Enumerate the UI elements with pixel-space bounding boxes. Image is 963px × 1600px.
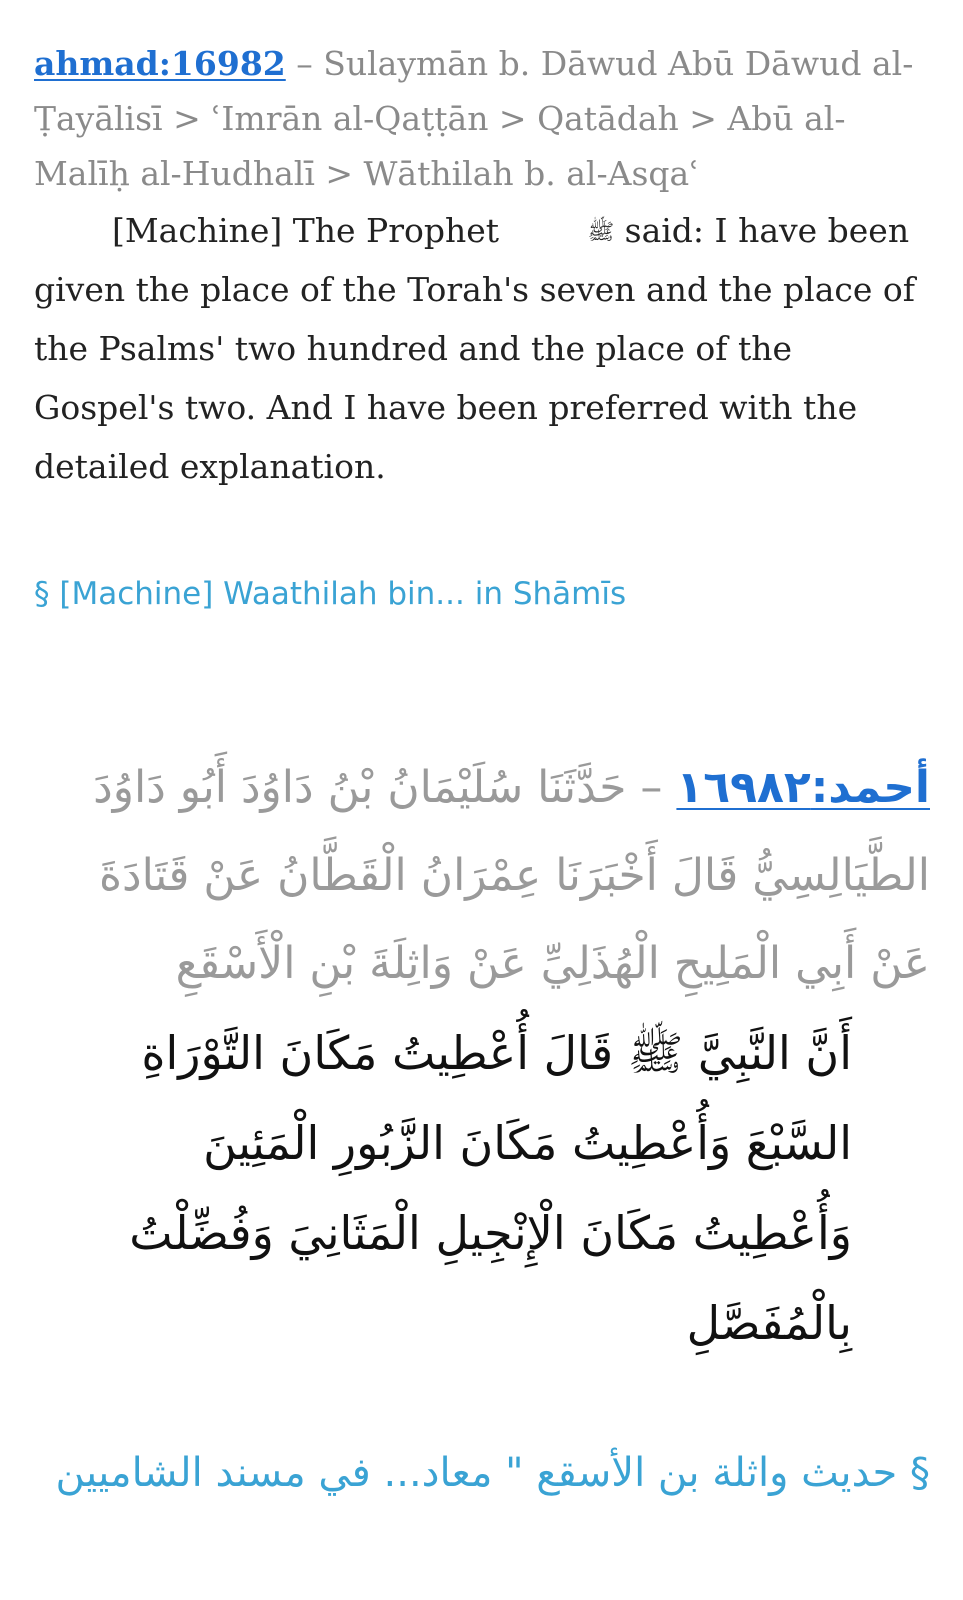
english-separator: – — [285, 44, 324, 83]
arabic-body-start: أَنَّ النَّبِيَّ — [683, 1026, 852, 1080]
english-hadith-text — [34, 201, 930, 496]
arabic-separator: – — [626, 762, 677, 813]
arabic-reference-link[interactable]: أحمد:١٦٩٨٢ — [676, 762, 930, 813]
hadith-page — [34, 36, 930, 1516]
english-isnad-header — [34, 36, 930, 201]
arabic-chain-of-narrators: حَدَّثَنَا سُلَيْمَانُ بْنُ دَاوُدَ أَبُو دَاوُدَ الطَّيَالِسِيُّ قَالَ أَخْبَرَنَا عِمْرَانُ الْقَطَّانُ عَنْ قَتَادَةَ عَنْ أَبِي الْمَلِيحِ الْهُذَلِيِّ عَنْ وَاثِلَةَ بْنِ الْأَسْقَعِ — [93, 762, 930, 989]
arabic-section-link[interactable]: § حديث واثلة بن الأسقع " معاد... في مسند الشاميين — [55, 1450, 930, 1496]
arabic-body-rest: قَالَ أُعْطِيتُ مَكَانَ التَّوْرَاةِ السَّبْعَ وَأُعْطِيتُ مَكَانَ الزَّبُورِ الْمَئِينَ وَأُعْطِيتُ مَكَانَ الْإِنْجِيلِ الْمَثَانِيَ وَفُضِّلْتُ بِالْمُفَصَّلِ — [129, 1026, 852, 1350]
english-body-start: [Machine] The Prophet — [112, 211, 510, 250]
arabic-isnad-header — [34, 744, 930, 1008]
arabic-hadith-text — [34, 1008, 930, 1368]
english-body-rest: said: I have been given the place of the Torah's seven and the place of the Psalms' two hundred and the place of the Gospel's two. And I have been preferred with the detailed explanation. — [34, 211, 915, 486]
english-chain-of-narrators: Sulaymān b. Dāwud Abū Dāwud al-Ṭayālisī > ʿImrān al-Qaṭṭān > Qatādah > Abū al-Malīḥ al-Hudhalī > Wāthilah b. al-Asqaʿ — [34, 44, 914, 193]
english-reference-link[interactable]: ahmad:16982 — [34, 44, 286, 83]
arabic-honorific-icon: ﷺ — [627, 1026, 684, 1080]
english-section-link[interactable]: § [Machine] Waathilah bin... in Shāmīs — [34, 576, 627, 612]
arabic-block — [34, 744, 930, 1516]
honorific-icon: ﷺ — [587, 220, 615, 245]
